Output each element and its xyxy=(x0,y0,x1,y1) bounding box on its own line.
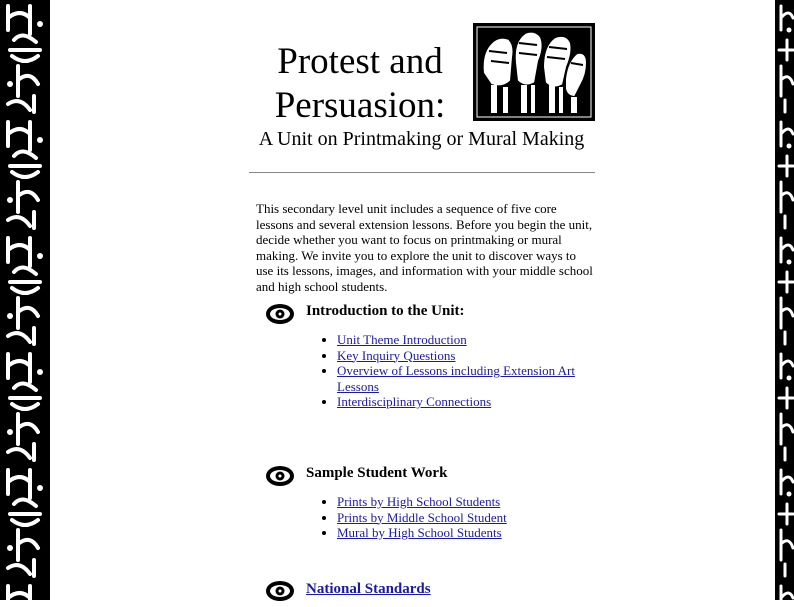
eye-icon xyxy=(265,465,295,487)
link-prints-high-school[interactable]: Prints by High School Students xyxy=(337,494,501,509)
eye-icon xyxy=(265,303,295,325)
intro-paragraph: This secondary level unit includes a sequence of five core lessons and several extension lessons. Before you begin the unit, decide whether you want to focus on printmaking or mural making. We invite you to explore the unit to discover ways to use its lessons, images, and information with your middle school and high school students. xyxy=(256,201,593,294)
link-prints-middle-school[interactable]: Prints by Middle School Student xyxy=(337,509,507,525)
page-subtitle: A Unit on Printmaking or Mural Making xyxy=(258,128,585,150)
list-item xyxy=(337,363,607,394)
list-item xyxy=(337,525,607,541)
link-interdisciplinary[interactable]: Interdisciplinary Connections xyxy=(337,394,492,409)
section-heading-student-work: Sample Student Work xyxy=(306,465,448,481)
title-block xyxy=(260,40,460,128)
page-content xyxy=(50,0,775,600)
link-overview-lessons[interactable]: Overview of Lessons including Extension Art Lessons xyxy=(337,363,575,394)
woodcut-border-pattern-icon xyxy=(775,0,794,600)
link-national-standards[interactable]: National Standards xyxy=(306,581,431,597)
list-item xyxy=(337,510,607,526)
link-unit-theme[interactable]: Unit Theme Introduction xyxy=(337,332,467,347)
raised-fists-woodcut-icon xyxy=(473,23,595,121)
eye-icon xyxy=(265,580,295,602)
list-item xyxy=(337,332,607,348)
list-item xyxy=(337,348,607,364)
left-decorative-border xyxy=(0,0,50,600)
list-item xyxy=(337,494,607,510)
page-title: Protest and Persuasion: xyxy=(274,41,446,126)
intro-links-list xyxy=(320,332,607,410)
list-item xyxy=(337,394,607,410)
divider xyxy=(249,172,595,173)
student-work-links-list xyxy=(320,494,607,541)
right-decorative-border xyxy=(775,0,794,600)
link-mural-high-school[interactable]: Mural by High School Students xyxy=(337,525,502,540)
link-key-inquiry[interactable]: Key Inquiry Questions xyxy=(337,347,456,363)
section-heading-intro: Introduction to the Unit: xyxy=(306,303,465,319)
woodcut-border-pattern-icon xyxy=(0,0,50,600)
